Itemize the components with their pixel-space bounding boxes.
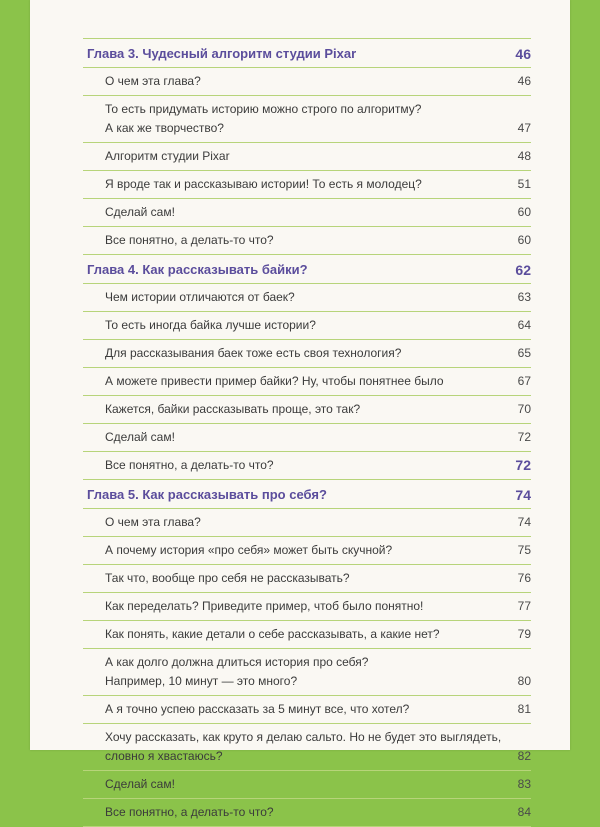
- chapter-page-number: 46: [515, 46, 531, 62]
- toc-entry-title: [105, 456, 505, 475]
- toc-entry-page-number: 76: [517, 571, 531, 585]
- toc-entry-page-number: 72: [517, 430, 531, 444]
- toc-entry-line: Как переделать? Приведите пример, чтоб было понятно!: [105, 599, 424, 613]
- toc-entry: [83, 143, 531, 170]
- toc-entry-page-number: 84: [517, 805, 531, 819]
- toc-entry: [83, 340, 531, 367]
- toc-entry-line: Сделай сам!: [105, 430, 175, 444]
- toc-entry-page-number: 60: [517, 205, 531, 219]
- toc-entry-title: [105, 541, 505, 560]
- chapter-heading: [83, 480, 531, 508]
- toc-entry-line: Хочу рассказать, как круто я делаю сальто. Но не будет это выглядеть,: [105, 730, 502, 744]
- toc-entry-title: [105, 344, 505, 363]
- toc-entry-title: [105, 100, 505, 138]
- toc-entry-line: Так что, вообще про себя не рассказывать?: [105, 571, 350, 585]
- toc-entry-page-number: 83: [517, 777, 531, 791]
- toc-entry-title: [105, 803, 505, 822]
- chapter-page-number: 62: [515, 262, 531, 278]
- toc-entry-title: [105, 203, 505, 222]
- chapter-heading: [83, 39, 531, 67]
- toc-entry-title: [105, 653, 505, 691]
- toc-entry: [83, 649, 531, 695]
- toc-entry-page-number: 75: [517, 543, 531, 557]
- toc-entry: [83, 621, 531, 648]
- toc-entry-title: [105, 428, 505, 447]
- toc-entry: [83, 68, 531, 95]
- toc-entry-line: Для рассказывания баек тоже есть своя технология?: [105, 346, 402, 360]
- toc-entry-title: [105, 569, 505, 588]
- toc-entry-page-number: 65: [517, 346, 531, 360]
- toc-entry-title: [105, 72, 505, 91]
- toc-entry-line: Все понятно, а делать-то что?: [105, 458, 274, 472]
- toc-entry-page-number: 63: [517, 290, 531, 304]
- toc-entry: [83, 199, 531, 226]
- toc-entry-line: словно я хвастаюсь?: [105, 749, 223, 763]
- toc-entry: [83, 593, 531, 620]
- toc-entry-page-number: 64: [517, 318, 531, 332]
- toc-entry-title: [105, 775, 505, 794]
- chapter-heading: [83, 255, 531, 283]
- toc-entry-title: [105, 513, 505, 532]
- toc-entry: [83, 368, 531, 395]
- toc-entry-title: [105, 231, 505, 250]
- toc-entry-title: [105, 597, 505, 616]
- toc-entry-title: [105, 625, 505, 644]
- toc-entry-line: Например, 10 минут — это много?: [105, 674, 298, 688]
- chapter-title: Глава 4. Как рассказывать байки?: [87, 262, 308, 277]
- toc-entry-line: Алгоритм студии Pixar: [105, 149, 230, 163]
- toc-entry-page-number: 81: [517, 702, 531, 716]
- toc-entry: [83, 724, 531, 770]
- toc-entry: [83, 696, 531, 723]
- toc-entry-line: Все понятно, а делать-то что?: [105, 805, 274, 819]
- toc-entry-line: А как же творчество?: [105, 121, 224, 135]
- toc-entry: [83, 565, 531, 592]
- toc-entry: [83, 396, 531, 423]
- toc-entry-line: А можете привести пример байки? Ну, чтобы понятнее было: [105, 374, 444, 388]
- toc-entry-line: Я вроде так и рассказываю истории! То есть я молодец?: [105, 177, 422, 191]
- toc-entry-page-number: 82: [517, 749, 531, 763]
- chapter-title: Глава 3. Чудесный алгоритм студии Pixar: [87, 46, 357, 61]
- toc-entry-title: [105, 728, 505, 766]
- toc-entry-page-number: 70: [517, 402, 531, 416]
- toc-entry-line: А почему история «про себя» может быть скучной?: [105, 543, 393, 557]
- toc-entry: [83, 227, 531, 254]
- toc-entry: [83, 509, 531, 536]
- toc-entry-page-number: 79: [517, 627, 531, 641]
- toc-entry-title: [105, 147, 505, 166]
- toc-entry-line: То есть придумать историю можно строго по алгоритму?: [105, 102, 422, 116]
- chapter-title: Глава 5. Как рассказывать про себя?: [87, 487, 327, 502]
- toc-entry-line: О чем эта глава?: [105, 515, 201, 529]
- toc-entry-page-number: 51: [517, 177, 531, 191]
- toc-entry-line: А как долго должна длиться история про себя?: [105, 655, 369, 669]
- toc-entry: [83, 799, 531, 826]
- toc-entry-page-number: 47: [517, 121, 531, 135]
- book-page: [30, 0, 570, 819]
- toc-entry-line: Как понять, какие детали о себе рассказывать, а какие нет?: [105, 627, 440, 641]
- toc-entry-title: [105, 175, 505, 194]
- toc-entry-line: Все понятно, а делать-то что?: [105, 233, 274, 247]
- toc-entry-line: О чем эта глава?: [105, 74, 201, 88]
- toc-entry-page-number: 80: [517, 674, 531, 688]
- toc-entry-page-number: 46: [517, 74, 531, 88]
- toc-entry: [83, 96, 531, 142]
- toc-entry: [83, 424, 531, 451]
- toc-entry: [83, 452, 531, 479]
- toc-entry: [83, 284, 531, 311]
- toc-entry-page-number: 72: [515, 457, 531, 473]
- table-of-contents: [83, 38, 531, 827]
- toc-entry-line: То есть иногда байка лучше истории?: [105, 318, 316, 332]
- toc-entry-line: Сделай сам!: [105, 205, 175, 219]
- toc-entry-title: [105, 316, 505, 335]
- toc-entry: [83, 771, 531, 798]
- toc-entry-title: [105, 700, 505, 719]
- toc-entry: [83, 171, 531, 198]
- toc-entry-page-number: 74: [517, 515, 531, 529]
- toc-entry: [83, 312, 531, 339]
- chapter-page-number: 74: [515, 487, 531, 503]
- toc-entry-line: А я точно успею рассказать за 5 минут все, что хотел?: [105, 702, 410, 716]
- toc-entry-page-number: 77: [517, 599, 531, 613]
- toc-entry-line: Кажется, байки рассказывать проще, это так?: [105, 402, 361, 416]
- toc-entry-title: [105, 400, 505, 419]
- toc-entry-title: [105, 372, 505, 391]
- toc-entry-line: Чем истории отличаются от баек?: [105, 290, 295, 304]
- toc-entry-line: Сделай сам!: [105, 777, 175, 791]
- toc-entry-page-number: 48: [517, 149, 531, 163]
- toc-entry-page-number: 60: [517, 233, 531, 247]
- toc-entry-title: [105, 288, 505, 307]
- toc-entry-page-number: 67: [517, 374, 531, 388]
- toc-entry: [83, 537, 531, 564]
